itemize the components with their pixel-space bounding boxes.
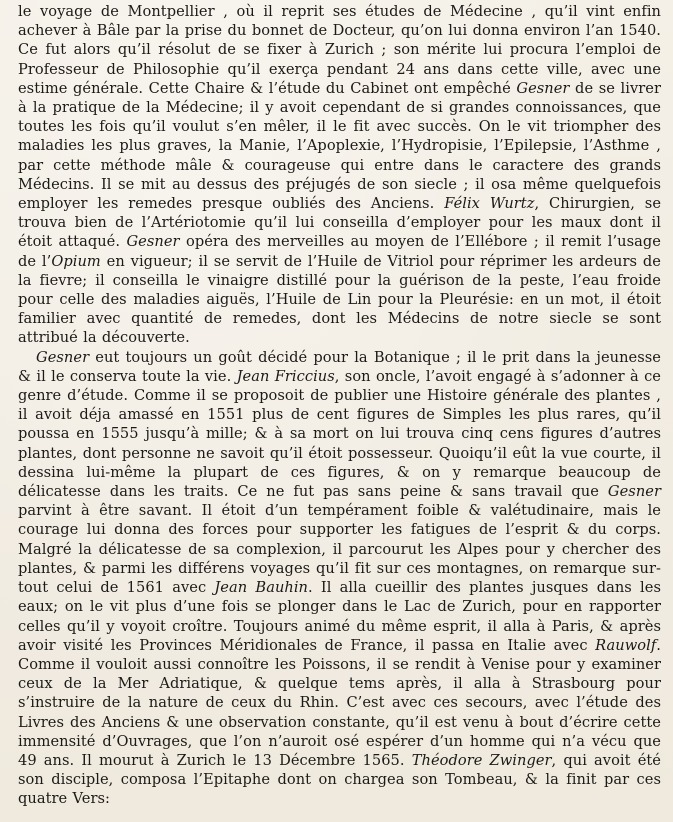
paragraph-2 <box>18 348 661 809</box>
body-text: , Chirurgien, se trouva bien de l’Artériotomie qu’il lui conseilla d’employer pour les maux dont il étoit attaqué. <box>18 195 662 251</box>
italic-name-text: Gesner <box>516 79 570 97</box>
italic-name-text: Jean Friccius <box>236 367 335 385</box>
body-text: , son oncle, l’avoit engagé à s’adonner à ce genre d’étude. Comme il se proposoit de publier une Histoire générale des plantes , il avoit déja amassé en 1551 plus de cent figures de Simples les plus rares, qu’il poussa en 1555 jusqu’à mille; & à sa mort on lui trouva cinq cens figures d’autres plantes, dont personne ne savoit qu’il étoit possesseur. Quoiqu’il eût la vue courte, il dessina lui-même la plupart de ces figures, & on y remarque beaucoup de délicatesse dans les traits. Ce ne fut pas sans peine & sans travail que <box>18 367 661 501</box>
italic-name-text: Jean Bauhin <box>214 579 309 597</box>
body-text: parvint à être savant. Il étoit d’un tempérament foible & valétudinaire, mais le courage lui donna des forces pour supporter les fatigues de l’esprit & du corps. Malgré la délicatesse de sa complexion, il parcourut les Alpes pour y chercher des plantes, & parmi les différens voyages qu’il fit sur ces montagnes, on remarque sur-tout celui de 1561 avec <box>18 502 661 597</box>
body-text: le voyage de Montpellier , où il reprit ses études de Médecine , qu’il vint enfin achever à Bâle par la prise du bonnet de Docteur, qu’on lui donna environ l’an 1540. Ce fut alors qu’il résolut de se fixer à Zurich ; son mérite lui procura l’emploi de Professeur de Philosophie qu’il exerça pendant 24 ans dans cette ville, avec une estime générale. Cette Chaire & l’étude du Cabinet ont empêché <box>18 3 661 97</box>
italic-name-text: Rauwolf <box>595 636 657 654</box>
italic-name-text: Félix Wurtz <box>444 195 535 213</box>
body-text: en vigueur; il se servit de l’Huile de Vitriol pour réprimer les ardeurs de la fievre; il conseilla le vinaigre distillé pour la guérison de la peste, l’eau froide pour celle des maladies aiguës, l’Huile de Lin pour la Pleurésie: en un mot, il étoit familier avec quantité de remedes, dont les Médecins de notre siecle se sont attribué la découverte. <box>18 252 661 347</box>
body-text: eut toujours un goût décidé pour la Botanique ; il le prit dans la jeunesse & il le conserva toute la vie. <box>18 348 661 385</box>
italic-name-text: Gesner <box>126 233 180 251</box>
italic-name-text: Théodore Zwinger <box>411 751 552 769</box>
paragraph-1 <box>18 2 661 348</box>
italic-name-text: Opium <box>51 252 101 270</box>
body-text: . Il alla cueillir des plantes jusques dans les eaux; on le vit plus d’une fois se plonger dans le Lac de Zurich, pour en rapporter celles qu’il y voyoit croître. Toujours animé du même esprit, il alla à Paris, & après avoir visité les Provinces Méridionales de France, il passa en Italie avec <box>18 579 661 654</box>
italic-name-text: Gesner <box>36 348 90 366</box>
body-text: . Comme il vouloit aussi connoître les Poissons, il se rendit à Venise pour y examiner ceux de la Mer Adriatique, & quelque tems après, il alla à Strasbourg pour s’instruire de la nature de ceux du Rhin. C’est avec ces secours, avec l’étude des Livres des Anciens & une observation constante, qu’il est venu à bout d’écrire cette immensité d’Ouvrages, que l’on n’auroit osé espérer d’un homme qui n’a vécu que 49 ans. Il mourut à Zurich le 13 Décembre 1565. <box>18 636 661 769</box>
body-text: de se livrer à la pratique de la Médecine; il y avoit cependant de si grandes connoissances, que toutes les fois qu’il voulut s’en mêler, il le fit avec succès. On le vit triompher des maladies les plus graves, la Manie, l’Apoplexie, l’Hydropisie, l’Epilepsie, l’Asthme , par cette méthode mâle & courageuse qui entre dans le caractere des grands Médecins. Il se mit au dessus des préjugés de son siecle ; il osa même quelquefois employer les remedes presque oubliés des Anciens. <box>18 79 661 213</box>
body-text: , qui avoit été son disciple, composa l’Epitaphe dont on chargea son Tombeau, & la finit par ces quatre Vers: <box>18 751 661 808</box>
italic-name-text: Gesner <box>607 483 661 501</box>
body-text: opéra des merveilles au moyen de l’Ellébore ; il remit l’usage de l’ <box>18 233 661 270</box>
